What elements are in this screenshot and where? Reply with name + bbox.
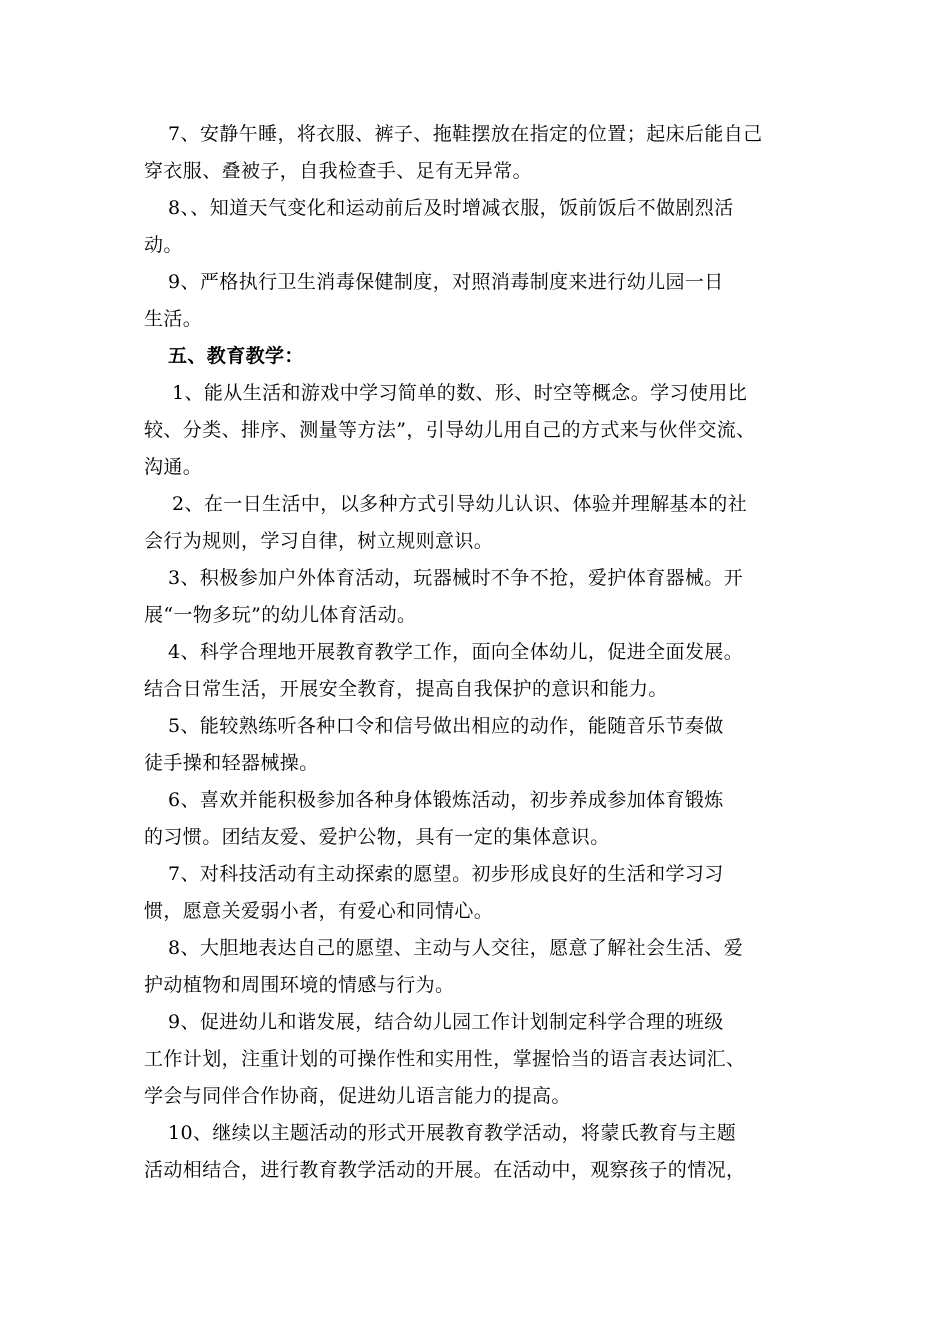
paragraph-line: 9、严格执行卫生消毒保健制度，对照消毒制度来进行幼儿园一日 [168,271,724,293]
paragraph-line: 惯，愿意关爱弱小者，有爱心和同情心。 [144,900,494,922]
paragraph-line: 护动植物和周围环境的情感与行为。 [144,974,455,996]
paragraph-line: 生活。 [144,308,203,330]
paragraph-line: 学会与同伴合作协商，促进幼儿语言能力的提高。 [144,1085,571,1107]
body-text [144,116,824,1189]
paragraph-line: 沟通。 [144,456,203,478]
paragraph-line: 7、对科技活动有主动探索的愿望。初步形成良好的生活和学习习 [168,863,724,885]
paragraph-line: 4、科学合理地开展教育教学工作，面向全体幼儿，促进全面发展。 [168,641,744,663]
paragraph-line: 结合日常生活，开展安全教育，提高自我保护的意识和能力。 [144,678,668,700]
paragraph-line: 徒手操和轻器械操。 [144,752,319,774]
paragraph-line: 3、积极参加户外体育活动，玩器械时不争不抢，爱护体育器械。开 [168,567,744,589]
paragraph-line: 7、安静午睡，将衣服、裤子、拖鞋摆放在指定的位置；起床后能自己 [168,123,763,145]
paragraph-line: 6、喜欢并能积极参加各种身体锻炼活动，初步养成参加体育锻炼 [168,789,724,811]
paragraph-line: 1、能从生活和游戏中学习简单的数、形、时空等概念。学习使用比 [172,382,748,404]
paragraph-line: 8、、知道天气变化和运动前后及时增减衣服，饭前饭后不做剧烈活 [168,197,734,219]
paragraph-line: 8、大胆地表达自己的愿望、主动与人交往，愿意了解社会生活、爱 [168,937,744,959]
paragraph-line: 活动相结合，进行教育教学活动的开展。在活动中，观察孩子的情况， [144,1159,746,1181]
paragraph-line: 较、分类、排序、测量等方法”，引导幼儿用自己的方式来与伙伴交流、 [144,419,756,441]
paragraph-line: 会行为规则，学习自律，树立规则意识。 [144,530,494,552]
paragraph-line: 2、在一日生活中，以多种方式引导幼儿认识、体验并理解基本的社 [172,493,748,515]
paragraph-line: 工作计划，注重计划的可操作性和实用性，掌握恰当的语言表达词汇、 [144,1048,746,1070]
paragraph-line: 9、促进幼儿和谐发展，结合幼儿园工作计划制定科学合理的班级 [168,1011,724,1033]
paragraph-line: 5、能较熟练听各种口令和信号做出相应的动作，能随音乐节奏做 [168,715,724,737]
paragraph-line: 展“一物多玩”的幼儿体育活动。 [144,604,417,626]
section-heading: 五、教育教学： [168,345,304,367]
paragraph-line: 的习惯。团结友爱、爱护公物，具有一定的集体意识。 [144,826,610,848]
paragraph-line: 穿衣服、叠被子，自我检查手、足有无异常。 [144,160,533,182]
paragraph-line: 动。 [144,234,183,256]
paragraph-line: 10、继续以主题活动的形式开展教育教学活动，将蒙氏教育与主题 [168,1122,737,1144]
